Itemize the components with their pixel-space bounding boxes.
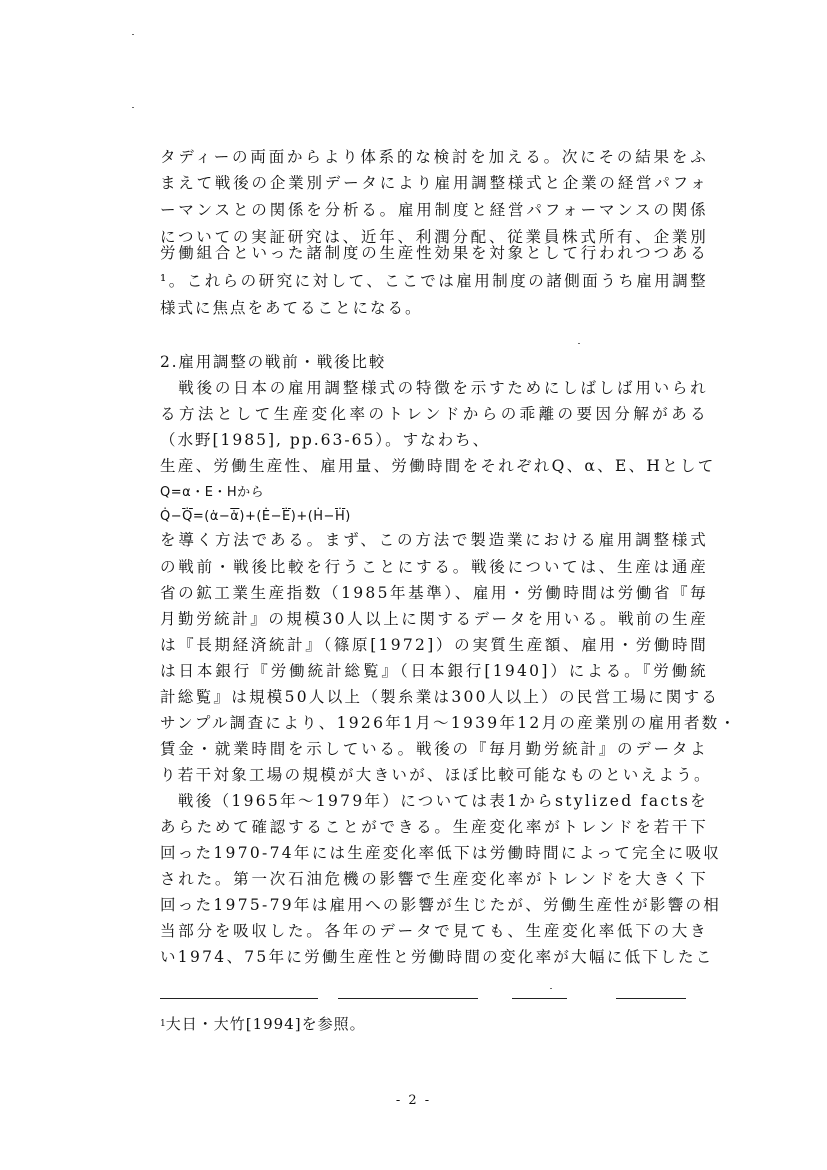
formula-part: =(α̇− <box>192 509 231 524</box>
footnote-separator <box>338 998 478 999</box>
footnote-separator <box>512 998 567 999</box>
body-line: り若干対象工場の規模が大きいが、ほぼ比較可能なものといえよう。 <box>160 766 712 784</box>
footnote-marker: 1 <box>160 1019 166 1029</box>
body-line: サンプル調査により、1926年1月～1939年12月の産業別の雇用者数・ <box>160 714 738 732</box>
body-line: 回った1975-79年は雇用への影響が生じたが、労働生産性が影響の相 <box>160 896 722 914</box>
body-line: を導く方法である。まず、この方法で製造業における雇用調整様式 <box>160 531 708 549</box>
body-line: 計総覧』は規模50人以上（製糸業は300人以上）の民営工場に関する <box>160 688 720 706</box>
body-line: タディーの両面からより体系的な検討を加える。次にその結果をふ <box>160 148 708 166</box>
formula-part: Q̇− <box>160 509 183 524</box>
body-line: は日本銀行『労働統計総覧』（日本銀行[1940]）による。『労働統 <box>160 662 708 680</box>
footnote-text: 大日・大竹[1994]を参照。 <box>165 1015 366 1033</box>
formula-trend-term: Q̇ <box>182 509 193 524</box>
body-line: まえて戦後の企業別データにより雇用調整様式と企業の経営パフォ <box>160 174 708 192</box>
formula-decomposition <box>160 508 351 526</box>
footnote-separator <box>616 998 686 999</box>
formula-trend-term: $\overline{Ḣ}$ <box>334 509 346 524</box>
body-line: 様式に焦点をあてることになる。 <box>160 299 423 317</box>
body-line: 労働組合といった諸制度の生産性効果を対象として行われつつある <box>160 244 708 262</box>
body-line: る方法として生産変化率のトレンドからの乖離の要因分解がある <box>160 405 708 423</box>
body-line: ¹。これらの研究に対して、ここでは雇用制度の諸側面うち雇用調整 <box>160 272 708 290</box>
body-line: 戦後の日本の雇用調整様式の特徴を示すためにしばしば用いられ <box>160 379 708 397</box>
page-number: - 2 - <box>395 1093 432 1108</box>
formula-trend-term: $\overline{Ė}$ <box>282 509 291 524</box>
body-line: 月勤労統計』の規模30人以上に関するデータを用いる。戦前の生産 <box>160 610 708 628</box>
body-line: （水野[1985], pp.63-65）。すなわち、 <box>160 431 491 449</box>
body-line: ーマンスとの関係を分析る。雇用制度と経営パフォーマンスの関係 <box>160 201 708 219</box>
body-line: の戦前・戦後比較を行うことにする。戦後については、生産は通産 <box>160 558 708 576</box>
formula-part: )+(Ḣ− <box>290 509 335 524</box>
body-line: された。第一次石油危機の影響で生産変化率がトレンドを大きく下 <box>160 870 708 888</box>
formula-part: )+(Ė− <box>239 509 283 524</box>
scan-speck <box>550 988 552 989</box>
formula-definition: Q=α・E・Hから <box>160 485 265 500</box>
body-line: についての実証研究は、近年、利潤分配、従業員株式所有、企業別 <box>160 228 708 246</box>
body-line: あらためて確認することができる。生産変化率がトレンドを若干下 <box>160 818 708 836</box>
body-line: 回った1970-74年には生産変化率低下は労働時間によって完全に吸収 <box>160 844 722 862</box>
section-heading: 2.雇用調整の戦前・戦後比較 <box>160 353 386 371</box>
formula-trend-term: α̇ <box>230 509 240 524</box>
scan-speck <box>578 343 580 344</box>
body-line: 戦後（1965年～1979年）については表1からstylized factsを <box>160 792 708 810</box>
body-line: 賃金・就業時間を示している。戦後の『毎月勤労統計』のデータよ <box>160 740 708 758</box>
scan-speck <box>132 107 134 108</box>
formula-part: ) <box>345 509 351 524</box>
body-line: 当部分を吸収した。各年のデータで見ても、生産変化率低下の大き <box>160 922 708 940</box>
body-line: 生産、労働生産性、雇用量、労働時間をそれぞれQ、α、E、Hとして <box>160 457 716 475</box>
body-line: は『長期経済統計』（篠原[1972]）の実質生産額、雇用・労働時間 <box>160 636 708 654</box>
scan-speck <box>132 34 134 35</box>
footnote <box>160 1014 366 1034</box>
footnote-separator <box>160 998 318 999</box>
body-line: 省の鉱工業生産指数（1985年基準）、雇用・労働時間は労働省『毎 <box>160 584 708 602</box>
body-line: い1974、75年に労働生産性と労働時間の変化率が大幅に低下したこ <box>160 948 714 966</box>
